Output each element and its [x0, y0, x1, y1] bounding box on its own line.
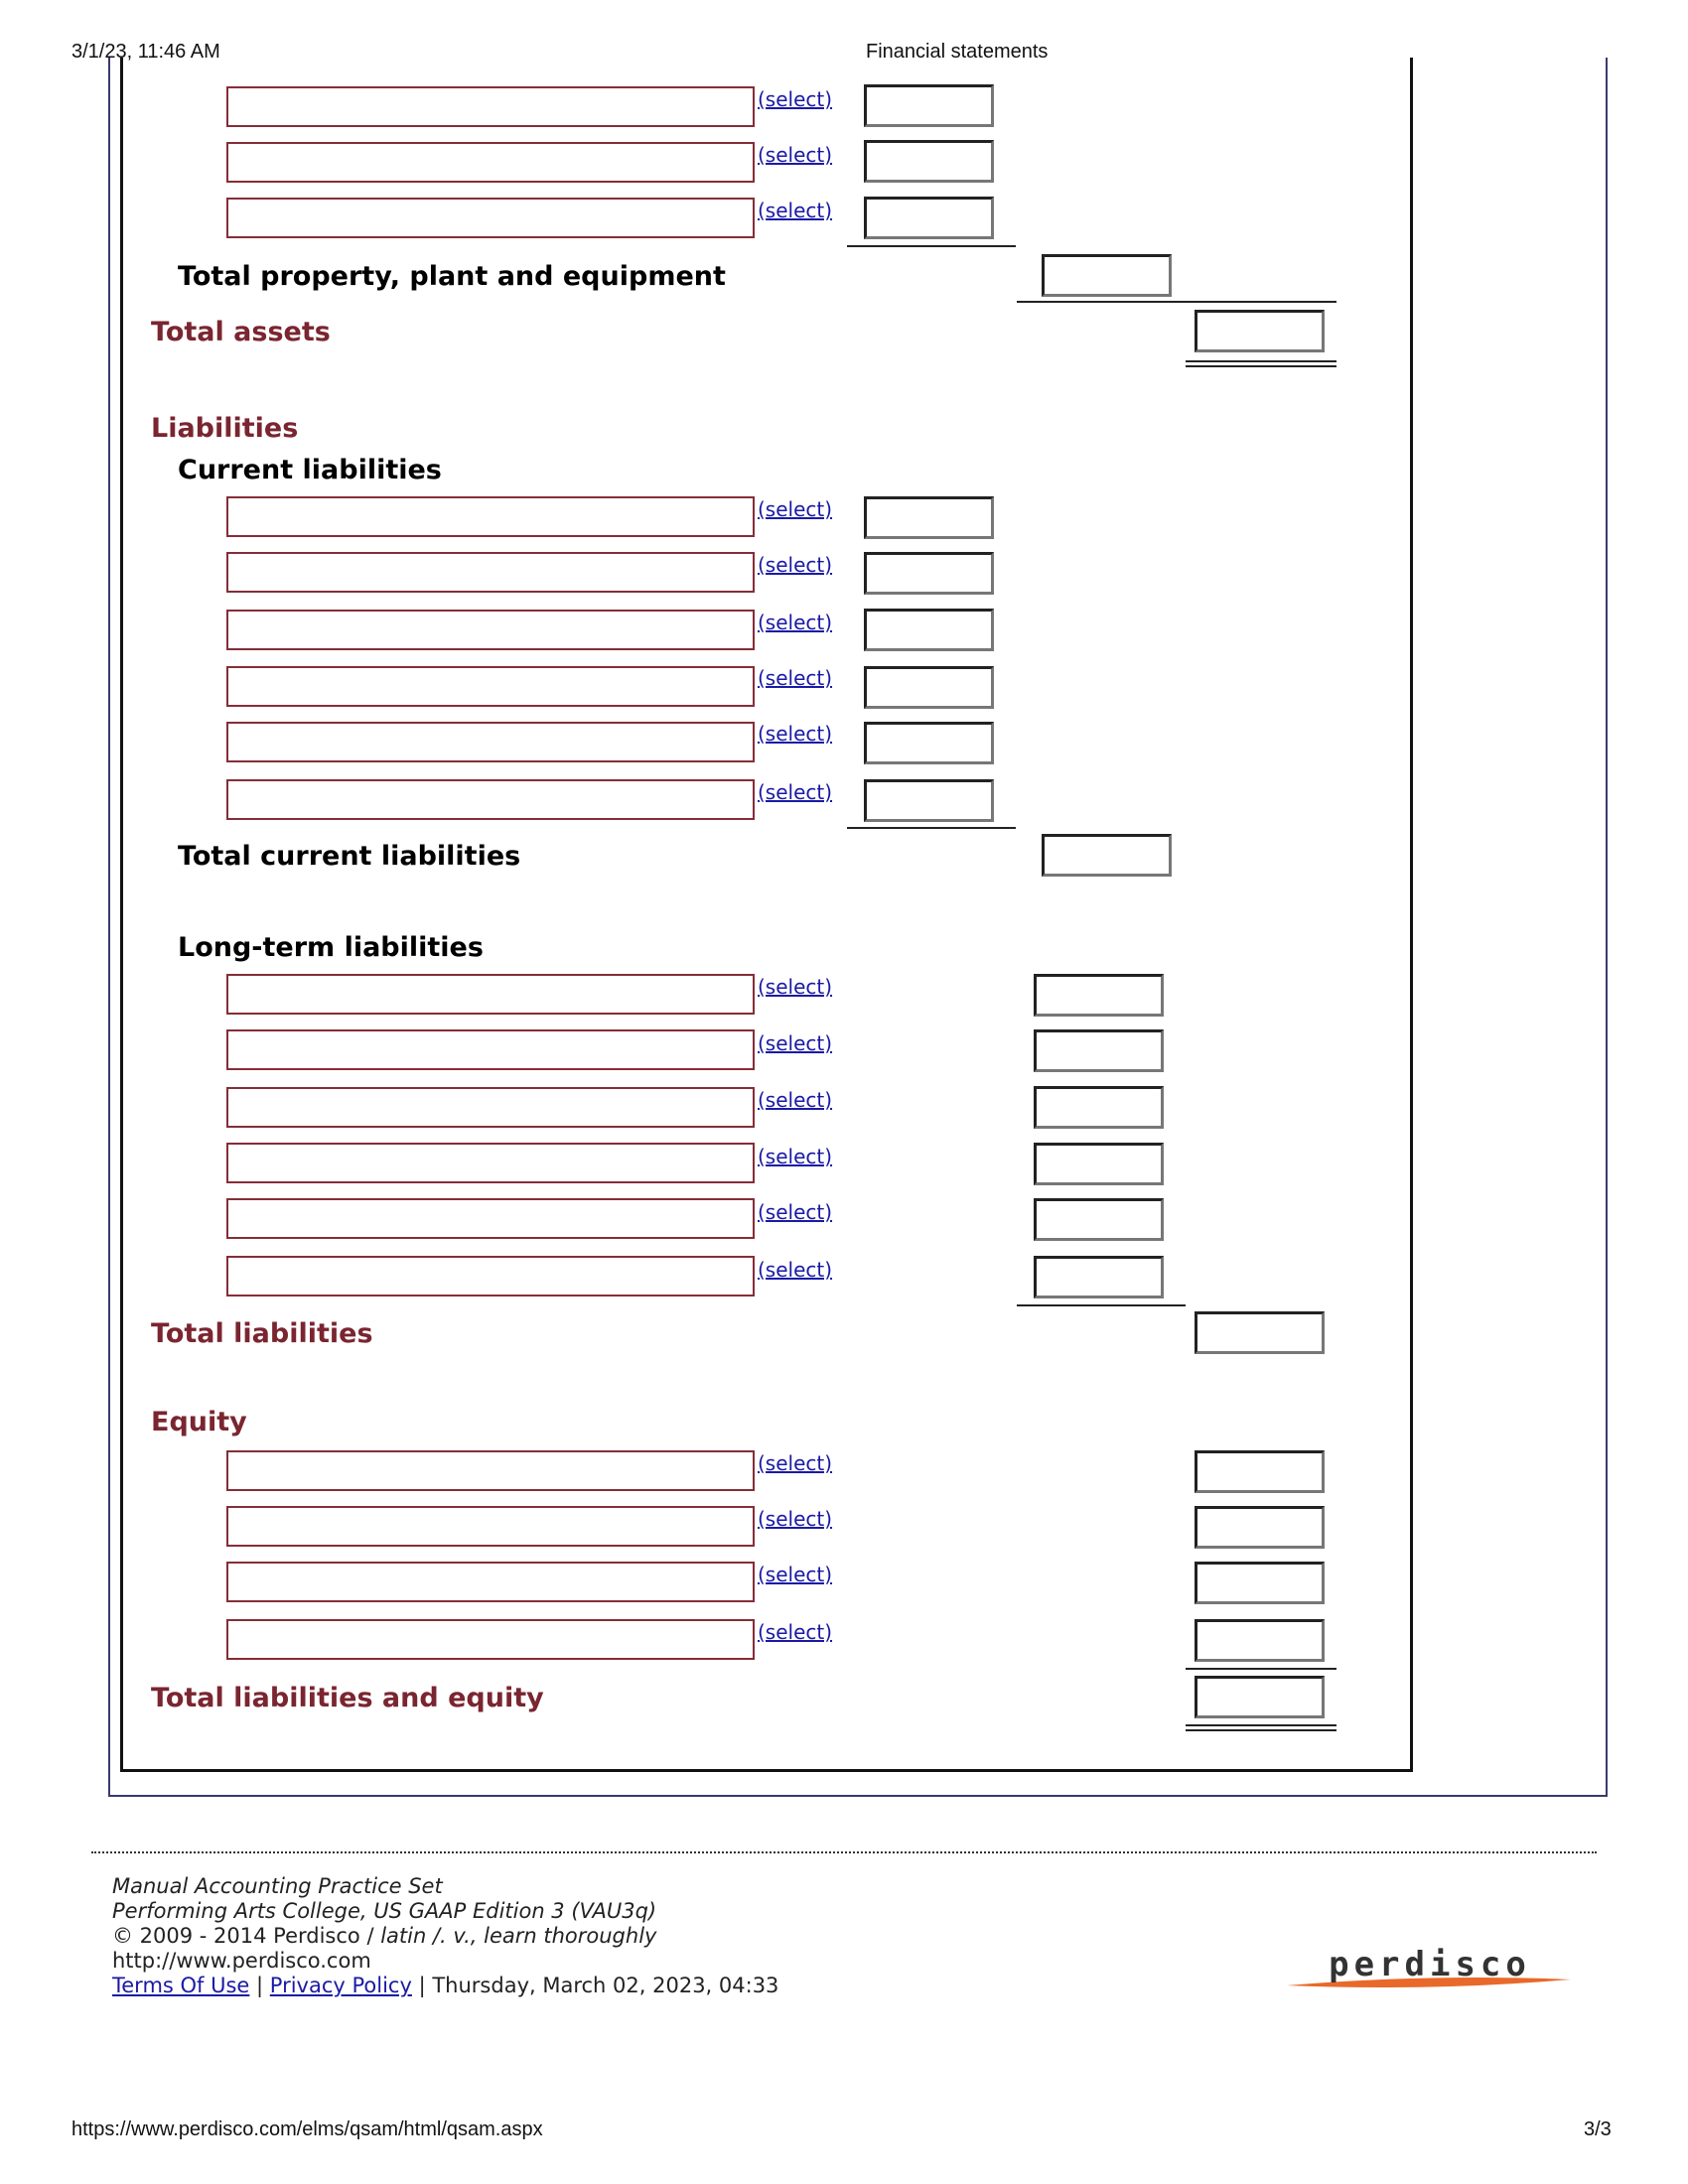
select-link[interactable]: (select): [758, 1145, 833, 1168]
footer-text: [112, 1874, 778, 1998]
select-link[interactable]: (select): [758, 199, 833, 222]
amount-input[interactable]: [864, 140, 994, 183]
select-link[interactable]: (select): [758, 1258, 833, 1282]
print-datetime: 3/1/23, 11:46 AM: [71, 41, 220, 63]
select-link[interactable]: (select): [758, 975, 833, 999]
footer-motto: latin /. v., learn thoroughly: [380, 1924, 657, 1948]
footer-copyright: © 2009 - 2014 Perdisco /: [112, 1924, 381, 1948]
amount-input[interactable]: [864, 496, 994, 539]
footer-divider: [91, 1851, 1597, 1853]
select-link[interactable]: (select): [758, 497, 833, 521]
account-input[interactable]: [226, 1087, 755, 1128]
account-input[interactable]: [226, 1450, 755, 1491]
account-input[interactable]: [226, 198, 755, 238]
print-page: 3/3: [1584, 2118, 1612, 2140]
select-link[interactable]: (select): [758, 1620, 833, 1644]
select-link[interactable]: (select): [758, 666, 833, 690]
select-link[interactable]: (select): [758, 553, 833, 577]
total-assets-label: Total assets: [151, 317, 331, 347]
amount-input[interactable]: [1195, 1450, 1325, 1493]
total-ppe-amount[interactable]: [1042, 254, 1172, 297]
subtotal-rule: [847, 827, 1016, 829]
amount-input[interactable]: [1195, 1562, 1325, 1604]
account-input[interactable]: [226, 610, 755, 650]
select-link[interactable]: (select): [758, 780, 833, 804]
amount-input[interactable]: [1034, 1029, 1164, 1072]
account-input[interactable]: [226, 666, 755, 707]
amount-input[interactable]: [864, 666, 994, 709]
account-input[interactable]: [226, 722, 755, 762]
account-input[interactable]: [226, 142, 755, 183]
select-link[interactable]: (select): [758, 1031, 833, 1055]
account-input[interactable]: [226, 86, 755, 127]
liabilities-heading: Liabilities: [151, 413, 299, 444]
footer-edition: Performing Arts College, US GAAP Edition 3 (VAU3q): [112, 1899, 657, 1923]
print-title: Financial statements: [866, 41, 1049, 63]
total-ppe-label: Total property, plant and equipment: [178, 261, 726, 292]
equity-heading: Equity: [151, 1407, 247, 1437]
amount-input[interactable]: [1034, 1198, 1164, 1241]
select-link[interactable]: (select): [758, 87, 833, 111]
account-input[interactable]: [226, 1143, 755, 1183]
logo-text: perdisco: [1329, 1946, 1531, 1984]
perdisco-logo: [1281, 1946, 1579, 1995]
footer-sep: |: [249, 1974, 270, 1997]
amount-input[interactable]: [864, 722, 994, 764]
select-link[interactable]: (select): [758, 1451, 833, 1475]
total-assets-amount[interactable]: [1195, 310, 1325, 352]
terms-link[interactable]: Terms Of Use: [112, 1974, 250, 1997]
amount-input[interactable]: [864, 84, 994, 127]
long-term-liabilities-heading: Long-term liabilities: [178, 932, 484, 963]
account-input[interactable]: [226, 1029, 755, 1070]
amount-input[interactable]: [1034, 974, 1164, 1017]
footer-date: | Thursday, March 02, 2023, 04:33: [411, 1974, 779, 1997]
total-liabilities-amount[interactable]: [1195, 1311, 1325, 1354]
footer-url: http://www.perdisco.com: [112, 1949, 371, 1973]
total-current-liabilities-label: Total current liabilities: [178, 841, 521, 872]
account-input[interactable]: [226, 1619, 755, 1660]
account-input[interactable]: [226, 1562, 755, 1602]
total-liabilities-equity-amount[interactable]: [1195, 1676, 1325, 1718]
privacy-link[interactable]: Privacy Policy: [269, 1974, 412, 1997]
select-link[interactable]: (select): [758, 722, 833, 746]
amount-input[interactable]: [1034, 1086, 1164, 1129]
total-liabilities-equity-label: Total liabilities and equity: [151, 1683, 544, 1713]
amount-input[interactable]: [864, 609, 994, 651]
account-input[interactable]: [226, 1506, 755, 1547]
select-link[interactable]: (select): [758, 1563, 833, 1586]
select-link[interactable]: (select): [758, 1200, 833, 1224]
amount-input[interactable]: [864, 552, 994, 595]
subtotal-rule: [1017, 301, 1336, 303]
subtotal-rule: [1017, 1304, 1186, 1306]
account-input[interactable]: [226, 779, 755, 820]
double-rule: [1186, 360, 1336, 367]
subtotal-rule: [1186, 1668, 1336, 1670]
footer-product: Manual Accounting Practice Set: [112, 1874, 443, 1898]
account-input[interactable]: [226, 1256, 755, 1297]
subtotal-rule: [847, 245, 1016, 247]
select-link[interactable]: (select): [758, 1088, 833, 1112]
account-input[interactable]: [226, 974, 755, 1015]
amount-input[interactable]: [1195, 1506, 1325, 1549]
total-liabilities-label: Total liabilities: [151, 1318, 373, 1349]
account-input[interactable]: [226, 496, 755, 537]
select-link[interactable]: (select): [758, 1507, 833, 1531]
account-input[interactable]: [226, 552, 755, 593]
amount-input[interactable]: [1034, 1143, 1164, 1185]
amount-input[interactable]: [864, 197, 994, 239]
total-current-liabilities-amount[interactable]: [1042, 834, 1172, 877]
amount-input[interactable]: [1034, 1256, 1164, 1298]
account-input[interactable]: [226, 1198, 755, 1239]
select-link[interactable]: (select): [758, 143, 833, 167]
amount-input[interactable]: [864, 779, 994, 822]
current-liabilities-heading: Current liabilities: [178, 455, 442, 485]
amount-input[interactable]: [1195, 1619, 1325, 1662]
select-link[interactable]: (select): [758, 611, 833, 634]
double-rule: [1186, 1724, 1336, 1731]
print-url: https://www.perdisco.com/elms/qsam/html/qsam.aspx: [71, 2118, 543, 2140]
